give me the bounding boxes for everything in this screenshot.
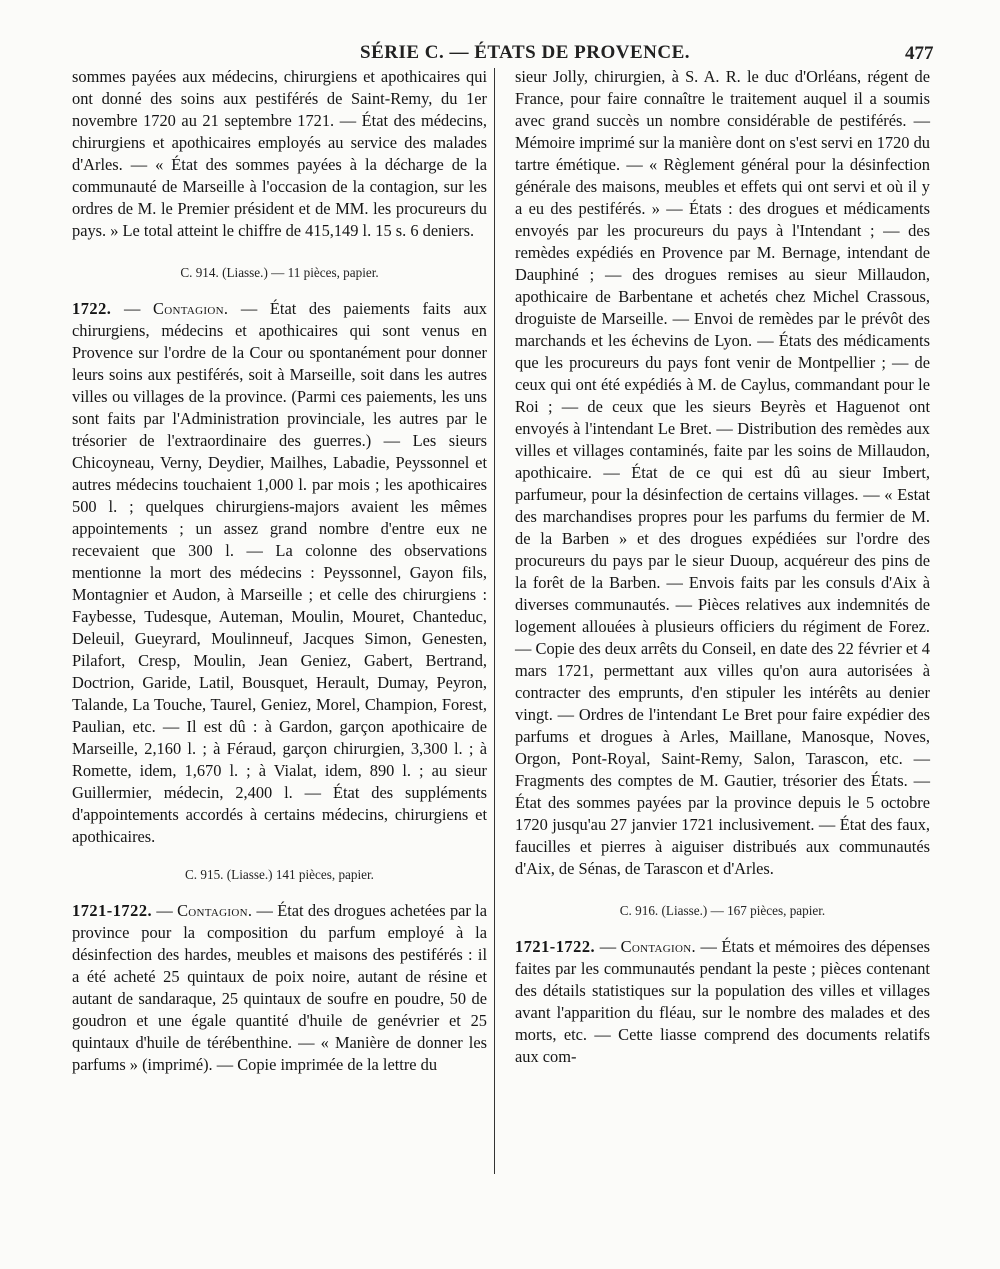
entry-c915 — [72, 900, 487, 1076]
entry-text: — États et mémoires des dépenses faites par les communautés pendant la peste ; pièces contenant des détails statistiques sur la population des villes et villages avant l'apparition du fléau, sur le nombre des malades et des morts, etc. — Cette liasse comprend des documents relatifs aux com- — [515, 937, 930, 1066]
entry-year: 1722. — [72, 299, 112, 318]
entry-rubric: Contagion. — [153, 299, 229, 318]
entry-year: 1721-1722. — [515, 937, 596, 956]
right-paragraph-continued: sieur Jolly, chirurgien, à S. A. R. le duc d'Orléans, régent de France, pour faire connaître le traitement auquel il a soumis avec grand succès un nombre considérable de pestiférés. — Mémoire imprimé sur la manière dont on s'est servi en 1720 du tartre émétique. — « Règlement général pour la désinfection générale des maisons, meubles et effets qui ont servi et où il y a eu des pestiférés. » — États : des drogues et médicaments envoyés par les procureurs du pays à l'Intendant ; — des remèdes expédiés en Provence par M. Bernage, intendant de Dauphiné ; — des drogues remises au sieur Millaudon, apothicaire de Barbentane et achetés chez Michel Crassous, droguiste de Marseille. — Envoi de remèdes par le prévôt des marchands et les échevins de Lyon. — États des médicaments que les procureurs du pays font venir de Montpellier ; — de ceux qui ont été expédiés à M. de Caylus, commandant pour le Roi ; — de ceux que les sieurs Beyrès et Haguenot ont envoyés à l'intendant Le Bret. — Distribution des remèdes aux villes et villages contaminés, faite par les soins de Millaudon, apothicaire. — État de ce qui est dû au sieur Imbert, parfumeur, pour la désinfection de certains villages. — « Estat des marchandises propres pour les parfums du fermier de M. de la Barben » et des drogues expédiées sur l'ordre des procureurs du pays par le sieur Duoup, acquéreur des pins de la forêt de la Barben. — Envois faits par les consuls d'Aix à diverses communautés. — Pièces relatives aux indemnités de logement allouées à plusieurs officiers du régiment de Forez. — Copie des deux arrêts du Conseil, en date des 22 février et 4 mars 1721, permettant aux villes qu'on aura autorisées à contracter des emprunts, d'en stipuler les intérêts au denier vingt. — Ordres de l'intendant Le Bret pour faire expédier des parfums et drogues à Arles, Maillane, Manosque, Noves, Orgon, Pont-Royal, Saint-Remy, Salon, Tarascon, etc. — Fragments des comptes de M. Gautier, trésorier des États. — État des sommes payées par la province depuis le 5 octobre 1720 jusqu'au 27 janvier 1721 inclusivement. — État des faux, faucilles et pierres à aiguiser distribués aux communautés d'Aix, de Sénas, de Tarascon et d'Arles. — [515, 67, 930, 878]
archive-reference-c915: C. 915. (Liasse.) 141 pièces, papier. — [185, 867, 374, 882]
left-column — [72, 66, 487, 1076]
right-column — [515, 66, 930, 1068]
entry-dash: — — [111, 299, 154, 318]
running-title: SÉRIE C. — ÉTATS DE PROVENCE. — [360, 42, 690, 63]
entry-rubric: Contagion. — [620, 937, 696, 956]
page-header — [0, 38, 1000, 68]
left-paragraph-continued: sommes payées aux médecins, chirurgiens et apothicaires qui ont donné des soins aux pestiférés de Saint-Remy, du 1er novembre 1720 au 21 septembre 1721. — État des médecins, chirurgiens et apothicaires employés au service des malades d'Arles. — « État des sommes payées à la décharge de la communauté de Marseille à l'occasion de la contagion, sur les ordres de M. le Premier président et de MM. les procureurs du pays. » Le total atteint le chiffre de 415,149 l. 15 s. 6 deniers. — [72, 67, 487, 240]
entry-c914 — [72, 298, 487, 848]
entry-text: — État des drogues achetées par la province pour la composition du parfum employé à la désinfection des hardes, meubles et maisons des pestiférés : il a été acheté 25 quintaux de poix noire, autant de résine et autant de sandaraque, 25 quintaux de soufre en poudre, 50 de goudron et une égale quantité d'huile de genévrier et 25 quintaux d'huile de térébenthine. — « Manière de donner les parfums » (imprimé). — Copie imprimée de la lettre du — [72, 901, 487, 1074]
entry-text: — État des paiements faits aux chirurgiens, médecins et apothicaires qui sont venus en Provence sur l'ordre de la Cour ou spontanément pour donner leurs soins aux pestiférés, soit à Marseille, soit dans les autres villes ou villages de la province. (Parmi ces paiements, les uns sont faits par l'Administration provinciale, les autres par le trésorier de l'extraordinaire des guerres.) — Les sieurs Chicoyneau, Verny, Deydier, Mailhes, Labadie, Peyssonnel et autres médecins touchaient 1,000 l. par mois ; les apothicaires 500 l. ; quelques chirurgiens-majors avaient les mêmes appointements ; un assez grand nombre d'entre eux ne recevaient que 300 l. — La colonne des observations mentionne la mort des médecins : Peyssonnel, Gayon fils, Montagnier et Audon, à Marseille ; et celle des chirurgiens : Faybesse, Tudesque, Auteman, Moulin, Mouret, Chanteduc, Deleuil, Gueyrard, Moulinneuf, Jacques Simon, Genesten, Pilafort, Cresp, Moulin, Jean Geniez, Gabert, Bertrand, Doctrion, Garide, Latil, Bousquet, Herault, Dumay, Peyron, Talande, La Touche, Taurel, Geniez, Morel, Champion, Forest, Paulian, etc. — Il est dû : à Gardon, garçon apothicaire de Marseille, 2,160 l. ; à Féraud, garçon chirurgien, 3,300 l. ; à Romette, idem, 1,670 l. ; à Vialat, idem, 890 l. ; au sieur Guillermier, médecin, 2,400 l. — État des suppléments d'appointements accordés à certains médecins, chirurgiens et apothicaires. — [72, 299, 487, 846]
page-number: 477 — [905, 43, 934, 64]
entry-dash: — — [595, 937, 621, 956]
entry-c916 — [515, 936, 930, 1068]
archive-reference-c914: C. 914. (Liasse.) — 11 pièces, papier. — [180, 265, 379, 280]
column-divider — [494, 68, 495, 1174]
archive-reference-c916: C. 916. (Liasse.) — 167 pièces, papier. — [619, 903, 826, 918]
entry-rubric: Contagion. — [177, 901, 253, 920]
entry-dash: — — [152, 901, 178, 920]
entry-year: 1721-1722. — [72, 901, 153, 920]
